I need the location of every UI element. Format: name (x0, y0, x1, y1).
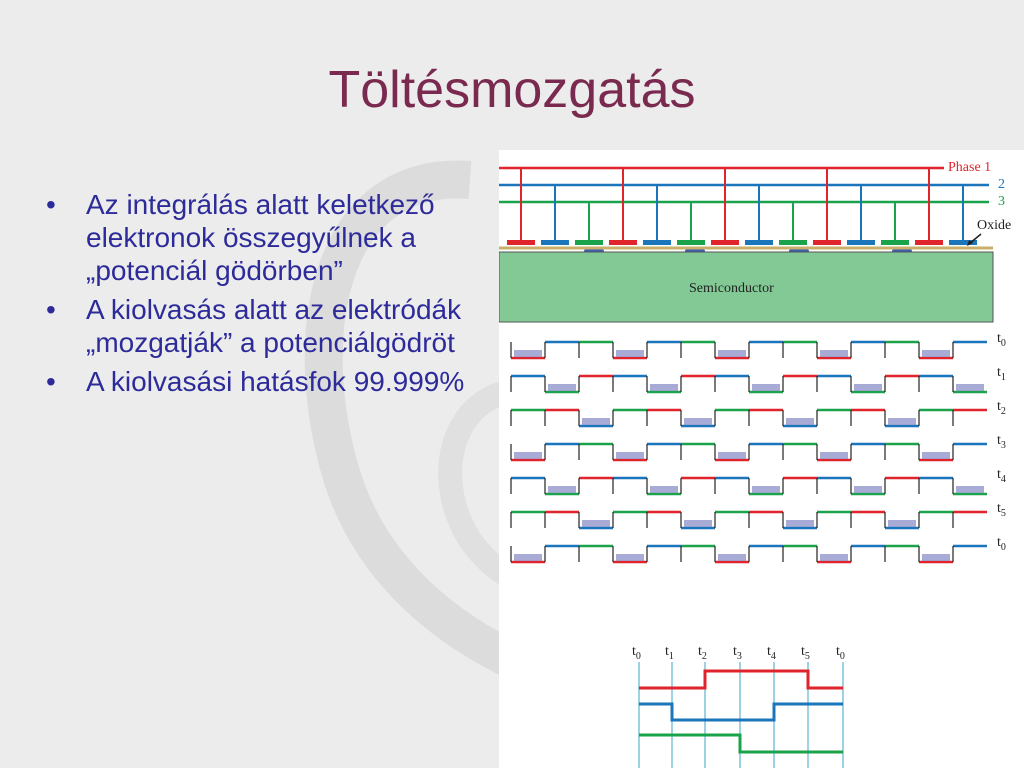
charge-fill (752, 384, 780, 391)
timing-subscript: 2 (701, 651, 707, 662)
potential-well-rows (511, 342, 987, 562)
time-row-subscript: 2 (1000, 406, 1006, 417)
timing-subscript: 1 (668, 651, 674, 662)
electrode-gate (677, 240, 705, 245)
electrode-gate (541, 240, 569, 245)
electrode-gate (779, 240, 807, 245)
bullet-text: Az integrálás alatt keletkező elektronok összegyűlnek a „potenciál gödörben” (86, 189, 435, 286)
time-row-subscript: 0 (1000, 338, 1006, 349)
charge-fill (548, 486, 576, 493)
timing-label: $t_4$ (767, 644, 776, 662)
phase1-label: Phase 1 (948, 160, 992, 175)
slide-title: Töltésmozgatás (328, 61, 696, 119)
time-row-label: $t_4$ (997, 467, 1006, 485)
bullet-dot-icon: • (46, 294, 56, 325)
electrode-gate (881, 240, 909, 245)
time-row-subscript: 3 (1000, 440, 1006, 451)
charge-fill (514, 452, 542, 459)
charge-fill (616, 350, 644, 357)
charge-fill (718, 452, 746, 459)
electrode-gate (711, 240, 739, 245)
charge-fill (786, 418, 814, 425)
charge-fill (582, 520, 610, 527)
charge-fill (684, 418, 712, 425)
time-row-label: $t_5$ (997, 501, 1006, 519)
bullet-item (40, 365, 470, 398)
charge-fill (752, 486, 780, 493)
timing-phase1-wave (639, 671, 843, 688)
electrode-gate (915, 240, 943, 245)
charge-fill (888, 418, 916, 425)
time-row-label: $t_1$ (997, 365, 1006, 383)
bullet-text: A kiolvasási hatásfok 99.999% (86, 366, 465, 397)
charge-fill (514, 554, 542, 561)
electrode-gate (847, 240, 875, 245)
ccd-figure (499, 150, 1024, 768)
time-row-label: $t_0$ (997, 535, 1006, 553)
charge-fill (820, 452, 848, 459)
timing-label: $t_2$ (698, 644, 707, 662)
charge-fill (786, 520, 814, 527)
timing-label: $t_0$ (836, 644, 845, 662)
time-row-subscript: 0 (1000, 542, 1006, 553)
timing-label: $t_1$ (665, 644, 674, 662)
timing-label: $t_5$ (801, 644, 810, 662)
phase2-label: 2 (998, 177, 1005, 192)
charge-fill (956, 486, 984, 493)
timing-subscript: 3 (736, 651, 742, 662)
charge-fill (650, 384, 678, 391)
time-row-labels (997, 331, 1006, 553)
time-row-label: $t_0$ (997, 331, 1006, 349)
charge-fill (820, 554, 848, 561)
time-row-label: $t_3$ (997, 433, 1006, 451)
timing-subscript: 4 (770, 651, 776, 662)
charge-fill (922, 452, 950, 459)
charge-fill (514, 350, 542, 357)
charge-fill (922, 554, 950, 561)
charge-fill (684, 520, 712, 527)
timing-subscript: 0 (635, 651, 641, 662)
bullet-text: A kiolvasás alatt az elektródák „mozgatják” a potenciálgödröt (86, 294, 462, 358)
timing-label: $t_3$ (733, 644, 742, 662)
charge-fill (616, 554, 644, 561)
electrode-gate (507, 240, 535, 245)
bullet-dot-icon: • (46, 366, 56, 397)
timing-phase2-wave (639, 704, 843, 720)
time-row-subscript: 4 (1000, 474, 1006, 485)
bullet-item (40, 188, 470, 287)
charge-fill (888, 520, 916, 527)
electrode-gate (609, 240, 637, 245)
time-row-subscript: 1 (1000, 372, 1006, 383)
semiconductor-label: Semiconductor (689, 281, 774, 296)
bullet-item (40, 293, 470, 359)
electrode-gate (643, 240, 671, 245)
electrode-gate (813, 240, 841, 245)
charge-fill (854, 384, 882, 391)
ccd-diagram (499, 150, 1024, 768)
timing-phase3-wave (639, 735, 843, 752)
timing-label: $t_0$ (632, 644, 641, 662)
charge-fill (820, 350, 848, 357)
bullet-list (40, 188, 470, 404)
charge-fill (922, 350, 950, 357)
timing-diagram (632, 644, 845, 768)
charge-fill (956, 384, 984, 391)
phase3-label: 3 (998, 194, 1005, 209)
timing-subscript: 5 (804, 651, 810, 662)
bullet-dot-icon: • (46, 189, 56, 220)
phase-bus-lines (499, 168, 989, 255)
charge-fill (718, 554, 746, 561)
timing-subscript: 0 (839, 651, 845, 662)
time-row-label: $t_2$ (997, 399, 1006, 417)
charge-fill (582, 418, 610, 425)
charge-fill (718, 350, 746, 357)
charge-fill (854, 486, 882, 493)
electrode-gate (745, 240, 773, 245)
charge-fill (650, 486, 678, 493)
time-row-subscript: 5 (1000, 508, 1006, 519)
electrode-gate (575, 240, 603, 245)
charge-fill (616, 452, 644, 459)
oxide-label: Oxide (977, 218, 1012, 233)
charge-fill (548, 384, 576, 391)
